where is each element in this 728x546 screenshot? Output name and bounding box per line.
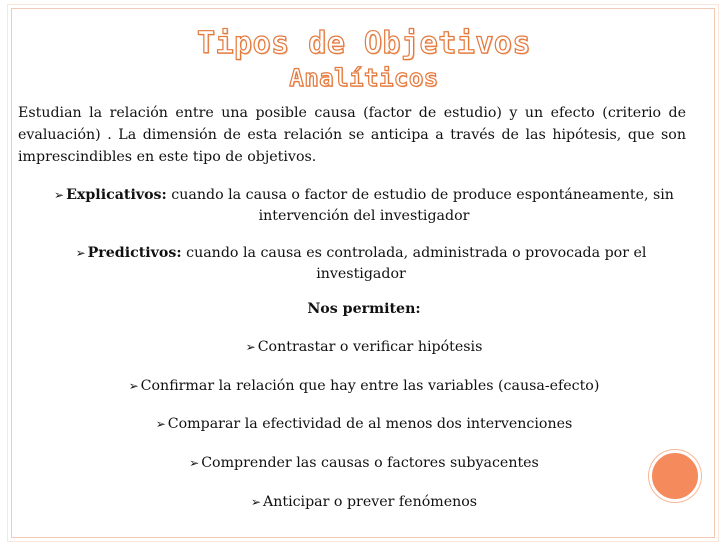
list-item: ➢ Contrastar o verificar hipótesis (245, 339, 483, 355)
arrow-bullet-icon: ➢ (155, 417, 166, 431)
arrow-bullet-icon: ➢ (54, 188, 65, 202)
arrow-bullet-icon: ➢ (128, 379, 139, 393)
bullet-predictivos (56, 243, 666, 285)
intro-paragraph: Estudian la relación entre una posible causa (factor de estudio) y un efecto (criterio de evaluación) . La dimensión de esta relación se anticipa a través de las hipótesis, que son imprescindibles en este tipo de objetivos. (18, 105, 686, 165)
bullet-explicativos (26, 185, 702, 227)
arrow-bullet-icon: ➢ (250, 495, 261, 509)
arrow-bullet-icon: ➢ (75, 246, 86, 260)
arrow-bullet-icon: ➢ (245, 340, 256, 354)
slide-title: Tipos de Objetivos (196, 26, 532, 61)
arrow-bullet-icon: ➢ (189, 456, 200, 470)
slide-subtitle: Analíticos (289, 64, 439, 92)
explicativos-text: cuando la causa o factor de estudio de produce espontáneamente, sin intervención del investigador (166, 187, 674, 224)
list-item: ➢ Anticipar o prever fenómenos (250, 494, 478, 510)
list-item: ➢ Confirmar la relación que hay entre las variables (causa-efecto) (128, 378, 600, 394)
list-item: ➢ Comprender las causas o factores subyacentes (189, 455, 539, 471)
nos-permiten-heading: Nos permiten: (307, 301, 421, 317)
explicativos-term: Explicativos: (66, 187, 167, 203)
predictivos-text: cuando la causa es controlada, administrada o provocada por el investigador (181, 245, 647, 282)
list-item: ➢ Comparar la efectividad de al menos dos intervenciones (155, 416, 573, 432)
predictivos-term: Predictivos: (87, 245, 182, 261)
